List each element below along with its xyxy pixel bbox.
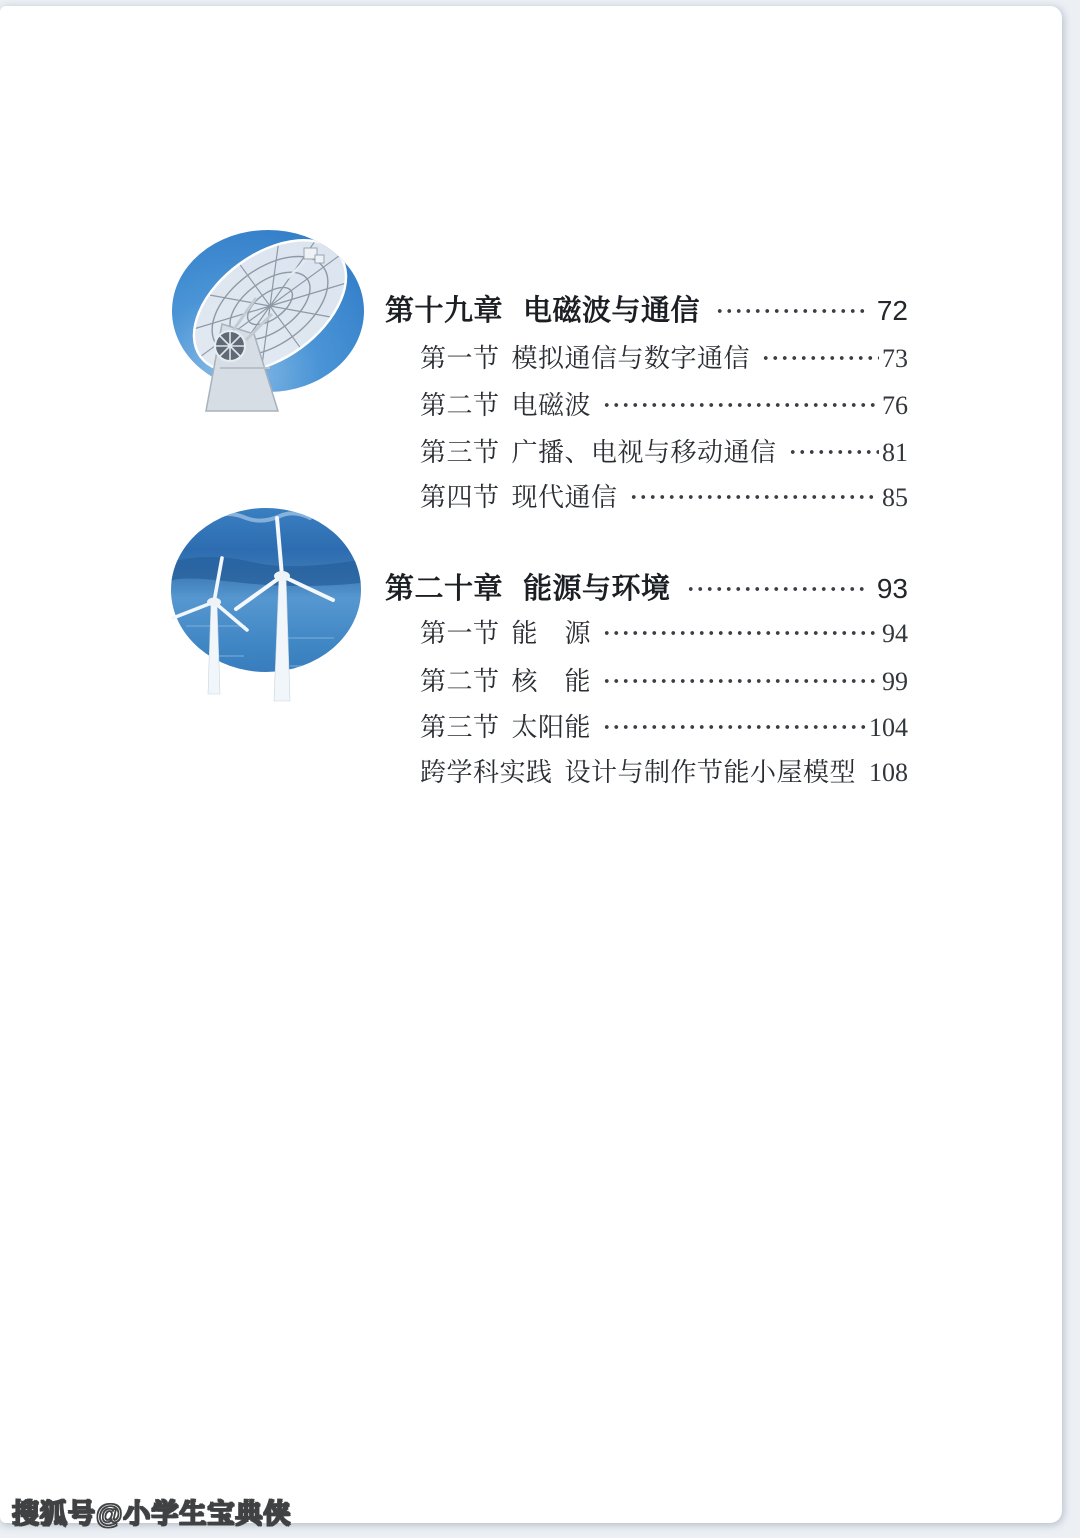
- section-title: 电磁波: [511, 391, 592, 420]
- section-page-number: 99: [882, 667, 908, 696]
- chapter-title: 电磁波与通信: [523, 295, 701, 327]
- toc-section-row: [420, 437, 908, 468]
- watermark-text: 搜狐号@小学生宝典侠: [12, 1499, 292, 1529]
- section-page-number: 81: [882, 438, 908, 467]
- toc-chapter-row: [385, 294, 908, 328]
- wind-turbines-image: [170, 506, 370, 706]
- chapter-page-number: 93: [876, 573, 908, 604]
- section-title: 模拟通信与数字通信: [511, 344, 751, 373]
- chapter-page-number: 72: [876, 295, 908, 326]
- toc-section-row: [420, 757, 908, 788]
- section-label: 第一节: [420, 619, 500, 648]
- section-page-number: 85: [882, 483, 908, 512]
- toc-section-row: [420, 618, 908, 649]
- section-label: 第三节: [420, 713, 500, 742]
- satellite-dish-image: [170, 228, 370, 414]
- section-page-number: 94: [882, 619, 908, 648]
- section-title: 广播、电视与移动通信: [511, 438, 777, 467]
- dot-leader: [786, 443, 879, 461]
- toc-section-row: [420, 482, 908, 513]
- section-label: 第三节: [420, 438, 500, 467]
- section-page-number: 104: [869, 713, 908, 742]
- section-label: 第二节: [420, 391, 500, 420]
- toc-section-row: [420, 666, 908, 697]
- chapter-label: 第十九章: [385, 295, 504, 327]
- chapter-label: 第二十章: [385, 573, 504, 605]
- dot-leader: [600, 396, 879, 414]
- satellite-dish-photo: [170, 228, 370, 414]
- book-page: [0, 6, 1062, 1523]
- section-title: 能 源: [511, 619, 592, 648]
- section-page-number: 108: [869, 758, 908, 787]
- section-title: 太阳能: [511, 713, 592, 742]
- section-label: 跨学科实践: [420, 758, 553, 787]
- section-label: 第一节: [420, 344, 500, 373]
- dot-leader: [600, 718, 866, 736]
- dot-leader: [600, 672, 879, 690]
- dot-leader: [759, 349, 879, 367]
- toc-chapter-row: [385, 572, 908, 606]
- toc-section-row: [420, 343, 908, 374]
- toc-section-row: [420, 390, 908, 421]
- wind-turbines-photo: [170, 506, 370, 706]
- section-title: 核 能: [511, 667, 592, 696]
- section-label: 第四节: [420, 483, 500, 512]
- chapter-title: 能源与环境: [523, 573, 671, 605]
- dot-leader: [684, 580, 865, 598]
- dot-leader: [600, 624, 879, 642]
- section-page-number: 76: [882, 391, 908, 420]
- dot-leader: [713, 302, 865, 320]
- section-title: 设计与制作节能小屋模型: [564, 758, 857, 787]
- toc-section-row: [420, 712, 908, 743]
- dot-leader: [627, 488, 879, 506]
- section-title: 现代通信: [511, 483, 618, 512]
- dot-leader: [865, 763, 866, 781]
- section-page-number: 73: [882, 344, 908, 373]
- section-label: 第二节: [420, 667, 500, 696]
